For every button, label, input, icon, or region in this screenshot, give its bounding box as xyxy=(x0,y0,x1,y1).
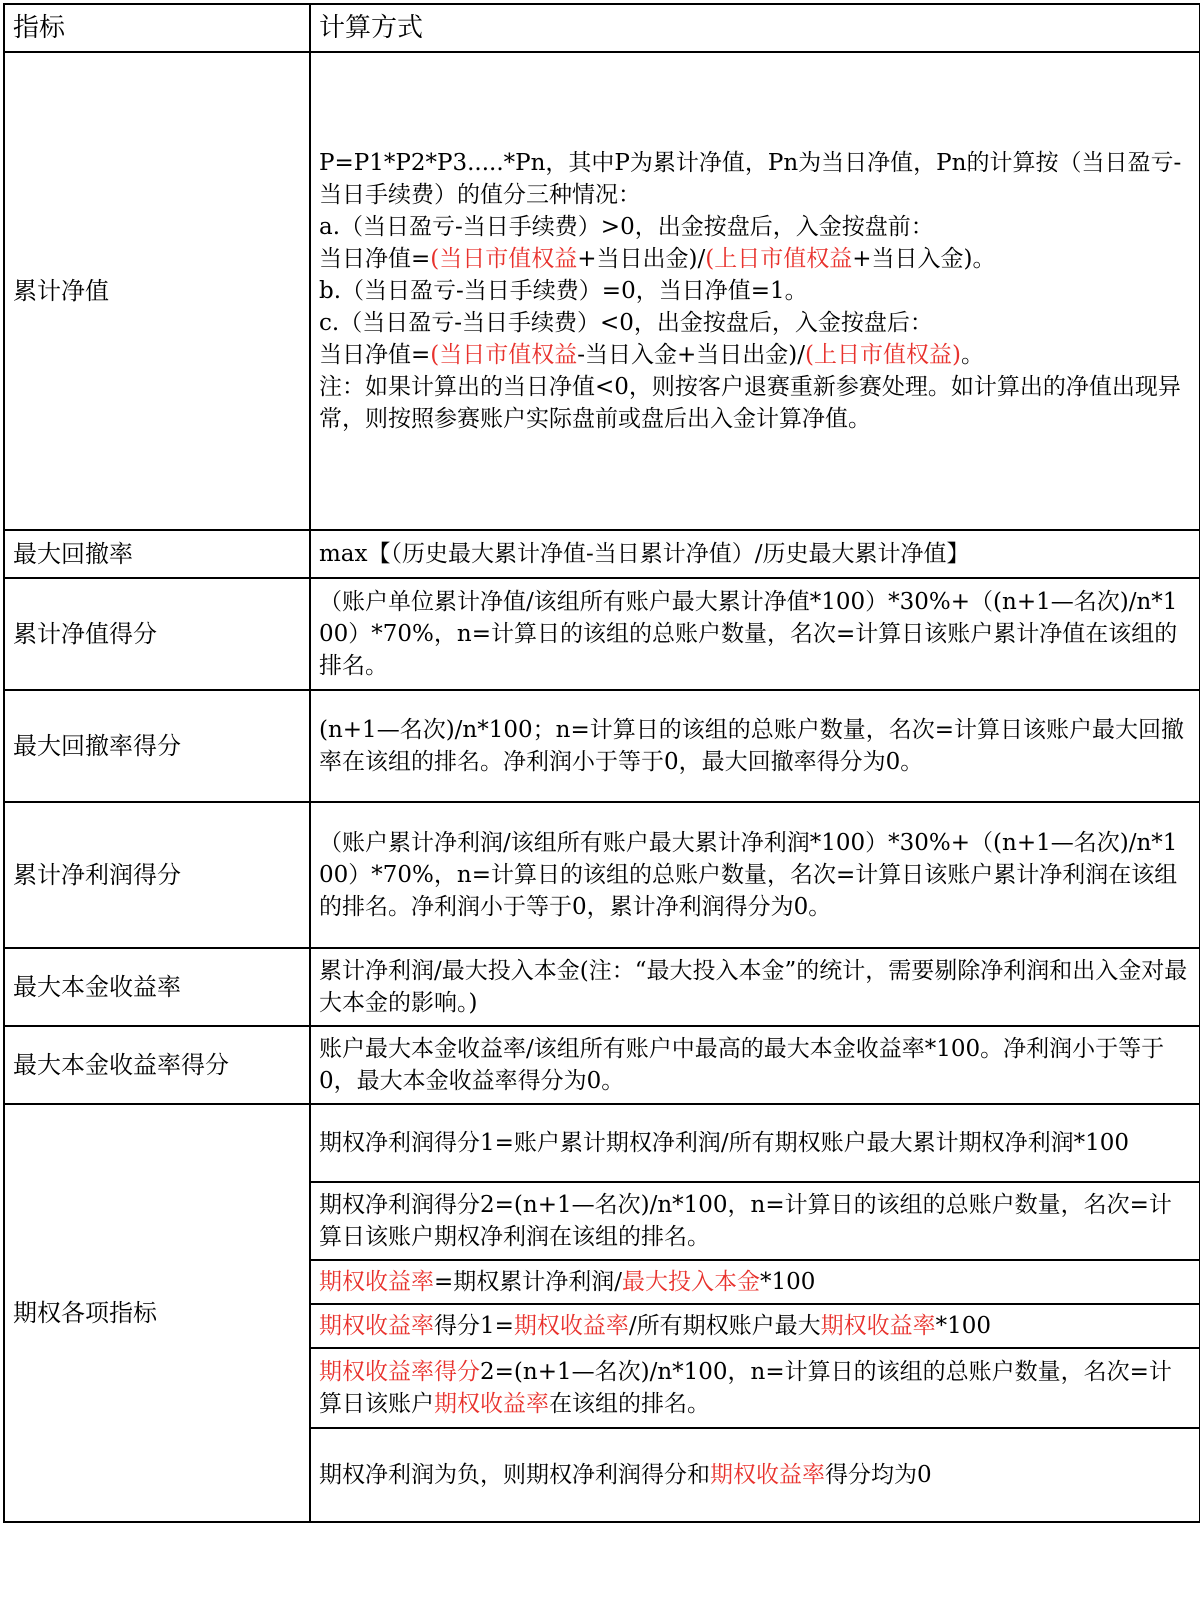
text-span: 得分1= xyxy=(434,1313,514,1339)
text-span: +当日出金)/ xyxy=(577,246,706,272)
header-method: 计算方式 xyxy=(310,4,1200,52)
metrics-table xyxy=(3,3,1200,1523)
method-line: a.（当日盈亏-当日手续费）>0，出金按盘后，入金按盘前： xyxy=(319,214,934,240)
row-label-max-drawdown: 最大回撤率 xyxy=(4,530,310,578)
row-method-drawdown-score: (n+1—名次)/n*100；n=计算日的该组的总账户数量，名次=计算日该账户最大回撤率在该组的排名。净利润小于等于0，最大回撤率得分为0。 xyxy=(310,690,1200,802)
row-label-profit-score: 累计净利润得分 xyxy=(4,802,310,948)
method-line: 注：如果计算出的当日净值<0，则按客户退赛重新参赛处理。如计算出的净值出现异常，则按照参赛账户实际盘前或盘后出入金计算净值。 xyxy=(319,374,1181,432)
text-span: 。 xyxy=(960,342,984,368)
row-label-principal-score: 最大本金收益率得分 xyxy=(4,1026,310,1104)
table-row xyxy=(4,52,1200,530)
highlight-span: 期权收益率 xyxy=(513,1313,629,1339)
row-method-max-drawdown: max【（历史最大累计净值-当日累计净值）/历史最大累计净值】 xyxy=(310,530,1200,578)
highlight-span: (当日市值权益 xyxy=(430,246,578,272)
text-span: 当日净值= xyxy=(319,246,431,272)
method-line xyxy=(319,339,1191,371)
highlight-span: 最大投入本金 xyxy=(622,1269,761,1295)
row-method-option-profit-score-2: 期权净利润得分2=(n+1—名次)/n*100，n=计算日的该组的总账户数量，名次=计算日该账户期权净利润在该组的排名。 xyxy=(310,1182,1200,1260)
text-span: *100 xyxy=(935,1313,992,1339)
row-method-option-negative-note xyxy=(310,1428,1200,1522)
text-span: 期权净利润为负，则期权净利润得分和 xyxy=(319,1462,710,1488)
table-header-row xyxy=(4,4,1200,52)
table-row xyxy=(4,578,1200,690)
method-line: c.（当日盈亏-当日手续费）<0，出金按盘后，入金按盘后： xyxy=(319,310,933,336)
highlight-span: 期权收益率 xyxy=(434,1391,549,1417)
text-span: -当日入金+当日出金)/ xyxy=(577,342,806,368)
row-method-option-return-score-1 xyxy=(310,1304,1200,1348)
row-method-cum-nav xyxy=(310,52,1200,530)
text-span: 得分均为0 xyxy=(825,1462,932,1488)
header-indicator: 指标 xyxy=(4,4,310,52)
text-span: *100 xyxy=(760,1269,816,1295)
text-span: =期权累计净利润/ xyxy=(434,1269,623,1295)
highlight-span: 期权收益率得分 xyxy=(319,1359,480,1385)
row-method-nav-score: （账户单位累计净值/该组所有账户最大累计净值*100）*30%+（(n+1—名次)/n*100）*70%，n=计算日的该组的总账户数量，名次=计算日该账户累计净值在该组的排名。 xyxy=(310,578,1200,690)
row-method-principal-score: 账户最大本金收益率/该组所有账户中最高的最大本金收益率*100。净利润小于等于0，最大本金收益率得分为0。 xyxy=(310,1026,1200,1104)
highlight-span: (上日市值权益) xyxy=(805,342,961,368)
highlight-span: 期权收益率 xyxy=(319,1269,434,1295)
table-row xyxy=(4,530,1200,578)
method-line: b.（当日盈亏-当日手续费）=0，当日净值=1。 xyxy=(319,278,808,304)
row-method-profit-score: （账户累计净利润/该组所有账户最大累计净利润*100）*30%+（(n+1—名次)/n*100）*70%，n=计算日的该组的总账户数量，名次=计算日该账户累计净利润在该组的排名。净利润小于等于0，累计净利润得分为0。 xyxy=(310,802,1200,948)
highlight-span: 期权收益率 xyxy=(710,1462,825,1488)
text-span: 2=(n+1—名次)/n*100，n=计算日的该组的总账户数量，名次=计算日该账户 xyxy=(319,1359,1172,1417)
table-row xyxy=(4,1104,1200,1182)
row-label-cum-nav: 累计净值 xyxy=(4,52,310,530)
text-span: 当日净值= xyxy=(319,342,431,368)
method-line xyxy=(319,243,1191,275)
text-span: 在该组的排名。 xyxy=(549,1391,710,1417)
row-method-principal-return: 累计净利润/最大投入本金(注：“最大投入本金”的统计，需要剔除净利润和出入金对最大本金的影响。) xyxy=(310,948,1200,1026)
text-span: +当日入金)。 xyxy=(852,246,996,272)
row-method-option-return-score-2 xyxy=(310,1348,1200,1428)
row-label-principal-return: 最大本金收益率 xyxy=(4,948,310,1026)
text-span: /所有期权账户最大 xyxy=(628,1313,821,1339)
highlight-span: 期权收益率 xyxy=(319,1313,434,1339)
highlight-span: 期权收益率 xyxy=(820,1313,936,1339)
table-row xyxy=(4,948,1200,1026)
highlight-span: (当日市值权益 xyxy=(430,342,578,368)
table-row xyxy=(4,690,1200,802)
table-row xyxy=(4,802,1200,948)
row-label-nav-score: 累计净值得分 xyxy=(4,578,310,690)
row-label-drawdown-score: 最大回撤率得分 xyxy=(4,690,310,802)
row-label-options: 期权各项指标 xyxy=(4,1104,310,1522)
highlight-span: (上日市值权益 xyxy=(705,246,853,272)
table-row xyxy=(4,1026,1200,1104)
row-method-option-return-rate xyxy=(310,1260,1200,1304)
method-line: P=P1*P2*P3.....*Pn，其中P为累计净值，Pn为当日净值，Pn的计算按（当日盈亏-当日手续费）的值分三种情况： xyxy=(319,150,1182,208)
row-method-option-profit-score-1: 期权净利润得分1=账户累计期权净利润/所有期权账户最大累计期权净利润*100 xyxy=(310,1104,1200,1182)
